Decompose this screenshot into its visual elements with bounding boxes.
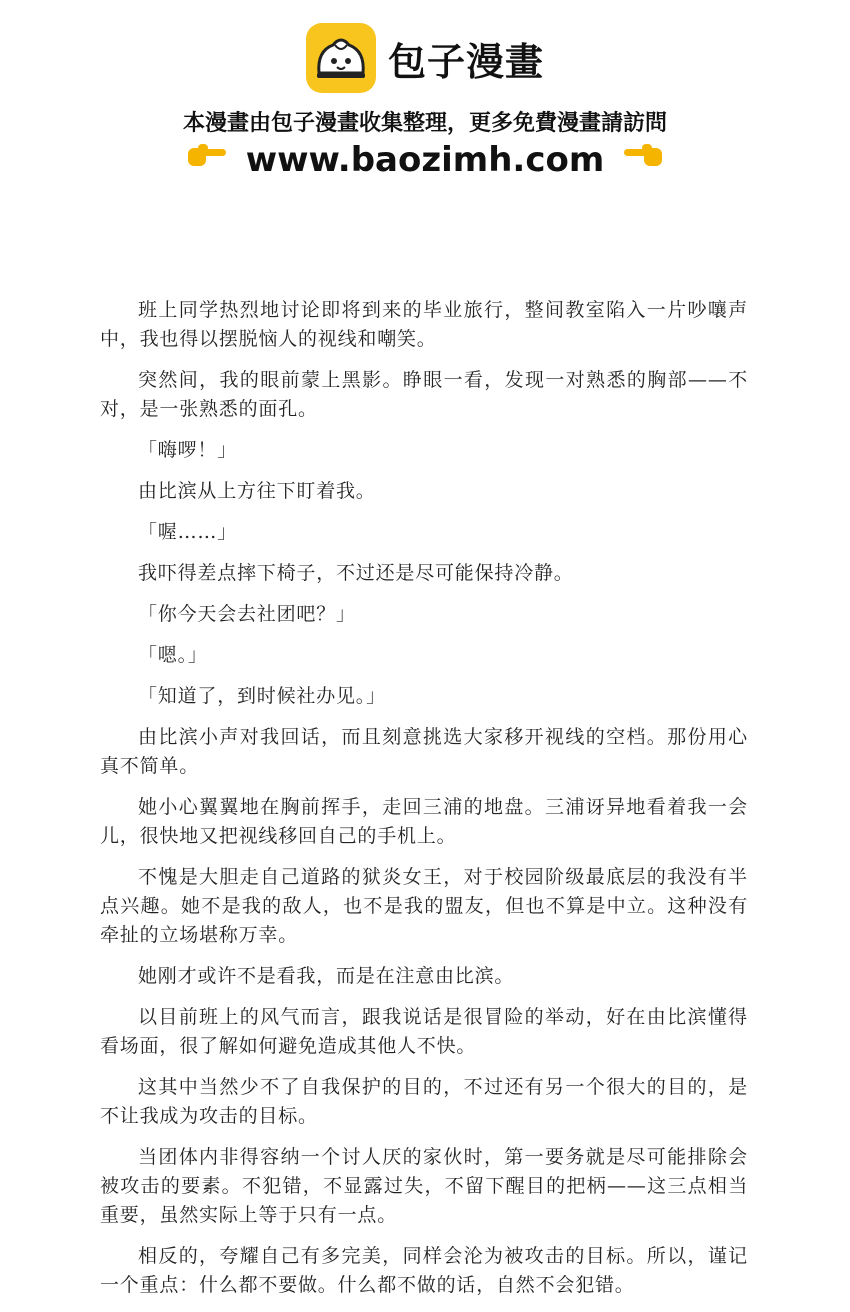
- dialogue-line: 「你今天会去社团吧？」: [138, 603, 356, 625]
- baozi-logo-icon[interactable]: [306, 23, 376, 93]
- site-notice: 本漫畫由包子漫畫收集整理，更多免費漫畫請訪問: [182, 111, 667, 136]
- dialogue-line: 「嗯。」: [138, 644, 208, 666]
- paragraph: 由比滨小声对我回话，而且刻意挑选大家移开视线的空档。那份用心真不简单。: [100, 726, 748, 777]
- paragraph: 由比滨从上方往下盯着我。: [138, 480, 376, 502]
- site-header: [0, 22, 850, 94]
- paragraph: 不愧是大胆走自己道路的狱炎女王，对于校园阶级最底层的我没有半点兴趣。她不是我的敌人，也不是我的盟友，但也不算是中立。这种没有牵扯的立场堪称万幸。: [100, 866, 748, 946]
- dialogue-line: 「知道了，到时候社办见。」: [138, 685, 386, 707]
- paragraph: 我吓得差点摔下椅子，不过还是尽可能保持冷静。: [138, 562, 574, 584]
- pointing-left-hand-icon: [622, 140, 666, 181]
- site-url-link[interactable]: www.baozimh.com: [245, 140, 605, 180]
- paragraph: 她刚才或许不是看我，而是在注意由比滨。: [138, 965, 515, 987]
- paragraph: 以目前班上的风气而言，跟我说话是很冒险的举动，好在由比滨懂得看场面，很了解如何避免造成其他人不快。: [100, 1006, 748, 1057]
- paragraph: 班上同学热烈地讨论即将到来的毕业旅行，整间教室陷入一片吵嚷声中，我也得以摆脱恼人的视线和嘲笑。: [100, 299, 748, 350]
- paragraph: 这其中当然少不了自我保护的目的，不过还有另一个很大的目的，是不让我成为攻击的目标。: [100, 1076, 748, 1127]
- paragraph: 她小心翼翼地在胸前挥手，走回三浦的地盘。三浦讶异地看着我一会儿，很快地又把视线移回自己的手机上。: [100, 796, 748, 847]
- pointing-right-hand-icon: [184, 140, 228, 181]
- paragraph: 突然间，我的眼前蒙上黑影。睁眼一看，发现一对熟悉的胸部——不对，是一张熟悉的面孔。: [100, 369, 748, 420]
- dialogue-line: 「嗨啰！」: [138, 439, 238, 461]
- url-row: [0, 138, 850, 182]
- article-body: [100, 296, 748, 1312]
- paragraph: 当团体内非得容纳一个讨人厌的家伙时，第一要务就是尽可能排除会被攻击的要素。不犯错，不显露过失，不留下醒目的把柄——这三点相当重要，虽然实际上等于只有一点。: [100, 1146, 748, 1226]
- paragraph: 相反的，夸耀自己有多完美，同样会沦为被攻击的目标。所以，谨记一个重点：什么都不要做。什么都不做的话，自然不会犯错。: [100, 1245, 748, 1296]
- dialogue-line: 「喔……」: [138, 521, 238, 543]
- brand-name[interactable]: 包子漫畫: [387, 39, 544, 84]
